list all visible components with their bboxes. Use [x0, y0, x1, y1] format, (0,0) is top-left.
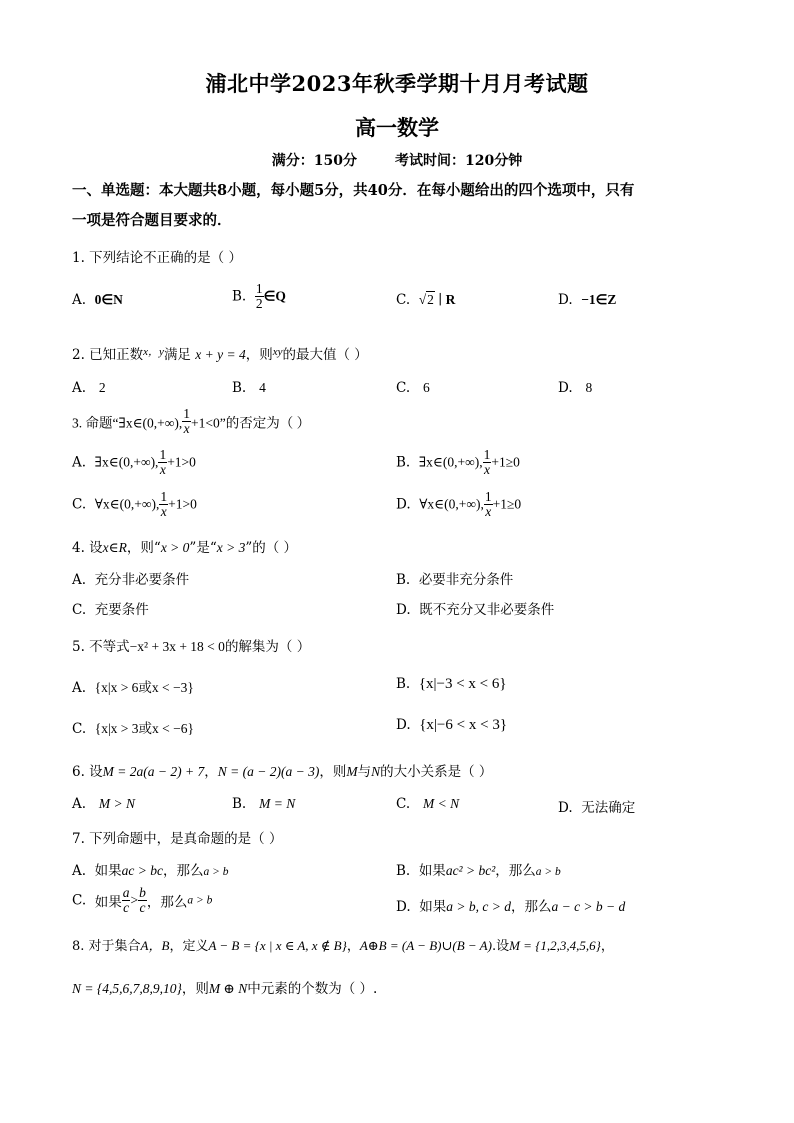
option-text: ，那么 [146, 894, 188, 911]
stem-math: M = 2a(a − 2) + 7 [102, 764, 205, 779]
frac-num: 1 [483, 447, 491, 462]
option-label: C. [72, 602, 87, 618]
frac-den: c [139, 900, 146, 916]
stem-math: A⊕B = (A − B)∪(B − A) [359, 938, 492, 953]
frac-den: x [183, 421, 190, 437]
option-label: C. [396, 380, 411, 396]
option-text: ∃x∈(0,+∞), [94, 454, 159, 470]
option-text: R [445, 292, 456, 307]
option-math: a > b [535, 866, 561, 878]
frac-den: 2 [255, 296, 263, 312]
stem-text: ， [600, 939, 614, 954]
q3-option-b [396, 448, 520, 477]
option-text: +1≥0 [492, 496, 522, 512]
option-label: A. [72, 863, 87, 879]
frac-num: 1 [160, 489, 168, 504]
stem-text: ，则 [245, 347, 273, 363]
stem-text: ”是“ [189, 540, 217, 556]
q6-option-b [232, 796, 295, 812]
stem-math: A，B [140, 938, 170, 953]
stem-math: N [371, 764, 381, 779]
frac-den: x [485, 504, 492, 520]
frac-num: 1 [159, 447, 167, 462]
stem-text: 3. 命题“∃x∈(0,+∞), [72, 415, 183, 431]
q8-stem-line1 [72, 935, 614, 954]
q1-option-a [72, 292, 123, 308]
stem-text: ，则 [181, 981, 209, 997]
q4-stem [72, 536, 297, 556]
stem-text: 中元素的个数为（ ）. [247, 981, 378, 997]
frac-num: 1 [183, 406, 191, 421]
stem-math: x∈R [102, 540, 127, 555]
option-text: +1>0 [167, 454, 196, 470]
stem-math: N = {4,5,6,7,8,9,10} [72, 981, 182, 996]
q2-option-d [558, 380, 592, 396]
option-text: 如果 [418, 863, 446, 879]
option-text: 6 [423, 380, 430, 395]
q2-option-c [396, 380, 430, 396]
q1-option-b [232, 282, 286, 311]
stem-text: ，则“ [126, 540, 161, 556]
stem-math: −x² + 3x + 18 < 0 [129, 639, 225, 654]
sqrt-radicand: 2 [427, 292, 434, 307]
stem-math: N = (a − 2)(a − 3) [217, 764, 320, 779]
stem-text: +1<0”的否定为（ ） [191, 415, 311, 431]
q2-stem [72, 343, 368, 363]
option-label: A. [72, 380, 87, 396]
option-label: D. [558, 292, 573, 308]
q4-option-d [396, 598, 554, 618]
option-text: {x|x > 6或x < −3} [94, 680, 194, 695]
option-text: 既不充分又非必要条件 [419, 602, 555, 618]
section-heading-line2: 一项是符合题目要求的． [72, 212, 232, 229]
q5-option-a [72, 676, 194, 696]
q1-option-c: C. √2 ∣ R [396, 292, 456, 308]
option-label: A. [72, 796, 87, 812]
option-label: C. [72, 496, 87, 513]
option-label: D. [396, 496, 411, 513]
option-label: D. [396, 602, 411, 618]
q3-stem [72, 407, 310, 436]
option-label: B. [396, 863, 411, 879]
option-text: ∈Q [263, 288, 286, 304]
option-text: ∀x∈(0,+∞), [419, 496, 484, 512]
option-text: 如果 [94, 894, 122, 911]
q5-option-b [396, 676, 507, 693]
exam-title: 浦北中学2023年秋季学期十月月考试题 [205, 71, 589, 96]
option-text: 4 [259, 380, 266, 395]
option-text: 0∈N [94, 292, 123, 307]
q8-stem-line2 [72, 977, 377, 997]
option-text: 充要条件 [94, 602, 149, 618]
option-text: {x|−3 < x < 6} [418, 676, 507, 692]
frac-num: b [139, 885, 146, 900]
option-text: +1>0 [168, 496, 197, 512]
option-text: 充分非必要条件 [94, 572, 190, 588]
option-text: ，那么 [162, 863, 204, 879]
option-text: 如果 [94, 863, 122, 879]
q7-option-c [72, 886, 212, 915]
option-text: 无法确定 [581, 800, 636, 816]
option-text: M > N [98, 796, 136, 811]
option-label: C. [72, 721, 87, 737]
stem-text: ， [346, 939, 360, 954]
stem-math: x > 3 [216, 540, 246, 555]
stem-text: 的解集为（ ） [224, 639, 311, 655]
option-text: 必要非充分条件 [418, 572, 514, 588]
option-label: A. [72, 572, 87, 588]
option-label: B. [396, 454, 411, 471]
q6-option-d [558, 796, 635, 816]
option-math: a > b, c > d [446, 899, 511, 914]
option-label: B. [232, 380, 247, 396]
q5-option-c [72, 717, 194, 737]
section-heading-line1: 一、单选题：本大题共8小题，每小题5分，共40分．在每小题给出的四个选项中，只有 [72, 182, 635, 199]
option-label: B. [232, 288, 247, 305]
q5-stem [72, 635, 310, 655]
q3-option-a [72, 448, 196, 477]
stem-math: xy [272, 346, 283, 358]
option-text: ∀x∈(0,+∞), [94, 496, 160, 512]
option-math: a − c > b − d [551, 899, 626, 914]
stem-text: ，定义 [169, 939, 209, 954]
q2-option-a [72, 380, 106, 396]
stem-math: x > 0 [160, 540, 190, 555]
option-text: −1∈Z [581, 292, 617, 307]
option-text: 如果 [419, 899, 447, 915]
stem-text: 6. 设 [72, 764, 103, 780]
option-text: M < N [423, 796, 460, 811]
stem-text: 2. 已知正数 [72, 347, 144, 363]
stem-text: .设 [491, 939, 510, 954]
q3-option-d [396, 490, 521, 519]
frac-num: a [122, 885, 130, 900]
q7-option-d [396, 895, 625, 915]
q6-option-a [72, 796, 135, 812]
option-label: A. [72, 454, 87, 471]
stem-text: 5. 不等式 [72, 639, 130, 655]
q3-option-c [72, 490, 197, 519]
stem-text: 与 [357, 764, 372, 780]
stem-math: M ⊕ N [208, 981, 248, 996]
stem-text: 满足 [163, 347, 191, 363]
option-label: B. [396, 676, 411, 692]
frac-num: 1 [255, 281, 263, 296]
stem-text: ， [204, 764, 218, 780]
option-label: C. [396, 796, 411, 812]
q1-stem: 1. 下列结论不正确的是（ ） [72, 250, 242, 266]
option-label: A. [72, 680, 87, 696]
option-label: A. [72, 292, 87, 308]
option-label: D. [396, 717, 411, 733]
full-score: 满分：150分 [271, 153, 357, 169]
option-text: ，那么 [510, 899, 552, 915]
option-math: a > b [187, 894, 213, 907]
option-text: 8 [585, 380, 593, 395]
stem-text: 8. 对于集合 [72, 939, 141, 954]
option-math: a > b [203, 866, 229, 878]
q4-option-b [396, 568, 513, 588]
frac-den: x [160, 504, 167, 520]
option-math: ac > bc [121, 863, 163, 878]
stem-math: M = {1,2,3,4,5,6} [509, 938, 601, 953]
exam-time: 考试时间：120分钟 [395, 153, 523, 169]
option-text: 2 [98, 380, 106, 395]
q7-stem: 7. 下列命题中，是真命题的是（ ） [72, 831, 283, 847]
option-text: ∃x∈(0,+∞), [418, 454, 483, 470]
option-text: ，那么 [495, 863, 536, 879]
stem-text: ”的（ ） [245, 540, 298, 556]
exam-subject: 高一数学 [355, 115, 439, 140]
stem-math: A − B = {x | x ∈ A, x ∉ B} [208, 938, 347, 953]
stem-math: x，y [143, 346, 164, 358]
option-label: D. [396, 899, 411, 915]
option-text: {x|x > 3或x < −6} [94, 721, 194, 736]
stem-math: x + y = 4 [195, 347, 246, 362]
q2-option-b [232, 380, 266, 396]
exam-info [0, 150, 794, 170]
stem-text: 的最大值（ ） [282, 347, 368, 363]
option-text: +1≥0 [491, 454, 520, 470]
q6-option-c [396, 796, 459, 812]
frac-den: x [483, 462, 490, 478]
option-label: C. [72, 892, 87, 909]
option-label: B. [232, 796, 247, 812]
stem-text: 的大小关系是（ ） [380, 764, 493, 780]
q1-option-d [558, 292, 616, 308]
frac-num: 1 [484, 489, 492, 504]
q7-option-b [396, 859, 561, 879]
option-math: > [130, 892, 139, 908]
option-label: C. [396, 292, 411, 308]
stem-math: M [346, 764, 358, 779]
option-label: D. [558, 380, 573, 396]
option-label: D. [558, 800, 573, 816]
option-text: M = N [259, 796, 296, 811]
stem-text: ，则 [319, 764, 347, 780]
q4-option-a [72, 568, 189, 588]
option-math: ac² > bc² [445, 863, 496, 878]
stem-text: 4. 设 [72, 540, 103, 556]
q4-option-c [72, 598, 149, 618]
option-label: B. [396, 572, 411, 588]
q7-option-a [72, 859, 229, 879]
frac-den: c [123, 900, 130, 916]
q6-stem [72, 760, 492, 780]
option-text: {x|−6 < x < 3} [419, 717, 508, 733]
q5-option-d [396, 717, 507, 734]
frac-den: x [159, 462, 166, 478]
